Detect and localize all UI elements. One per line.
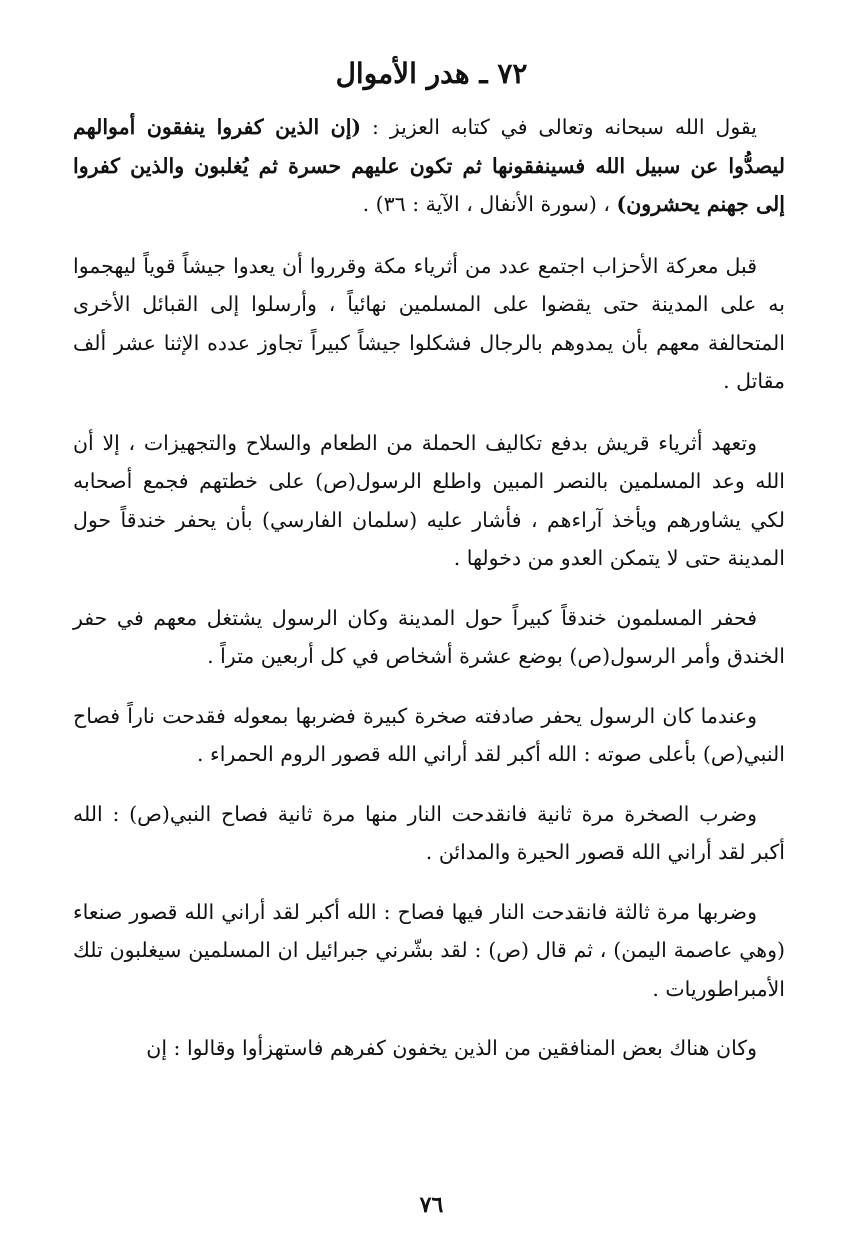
paragraph-quran-verse bbox=[73, 108, 785, 224]
verse-reference: ، (سورة الأنفال ، الآية : ٣٦) . bbox=[362, 192, 617, 216]
verse-intro: يقول الله سبحانه وتعالى في كتابه العزيز : bbox=[361, 115, 757, 139]
chapter-title: ٧٢ ـ هدر الأموال bbox=[335, 57, 528, 90]
paragraph: وكان هناك بعض المنافقين من الذين يخفون كفرهم فاستهزأوا وقالوا : إن bbox=[146, 1036, 757, 1060]
paragraph: قبل معركة الأحزاب اجتمع عدد من أثرياء مكة وقرروا أن يعدوا جيشاً قوياً ليهجموا به على المدينة حتى يقضوا على المسلمين نهائياً ، وأرسلوا إلى القبائل الأخرى المتحالفة معهم بأن يمدوهم بالرجال فشكلوا جيشاً كبيراً تجاوز عدده الإثنا عشر ألف مقاتل . bbox=[73, 253, 785, 393]
paragraph: فحفر المسلمون خندقاً كبيراً حول المدينة وكان الرسول يشتغل معهم في حفر الخندق وأمر الرسول(ص) بوضع عشرة أشخاص في كل أربعين متراً . bbox=[73, 605, 785, 668]
paragraph: وضرب الصخرة مرة ثانية فانقدحت النار منها مرة ثانية فصاح النبي(ص) : الله أكبر لقد أراني الله قصور الحيرة والمدائن . bbox=[73, 801, 785, 864]
paragraph: وتعهد أثرياء قريش بدفع تكاليف الحملة من الطعام والسلاح والتجهيزات ، إلا أن الله وعد المسلمين بالنصر المبين واطلع الرسول(ص) على خطتهم فجمع أصحابه لكي يشاورهم ويأخذ آراءهم ، فأشار عليه (سلمان الفارسي) بأن يحفر خندقاً حول المدينة حتى لا يتمكن العدو من دخولها . bbox=[73, 430, 785, 570]
body-text bbox=[73, 108, 785, 1091]
page-number: ٧٦ bbox=[419, 1192, 444, 1218]
verse-quote: (إن الذين كفروا ينفقون أموالهم ليصدُّوا عن سبيل الله فسينفقونها ثم تكون عليهم حسرة ثم يُغلبون والذين كفروا إلى جهنم يحشرون) bbox=[73, 115, 785, 216]
paragraph: وضربها مرة ثالثة فانقدحت النار فيها فصاح : الله أكبر لقد أراني الله قصور صنعاء (وهي عاصمة اليمن) ، ثم قال (ص) : لقد بشّرني جبرائيل ان المسلمين سيغلبون تلك الأمبراطوريات . bbox=[73, 899, 785, 1001]
paragraph: وعندما كان الرسول يحفر صادفته صخرة كبيرة فضربها بمعوله فقدحت ناراً فصاح النبي(ص) بأعلى صوته : الله أكبر لقد أراني الله قصور الروم الحمراء . bbox=[73, 703, 785, 766]
